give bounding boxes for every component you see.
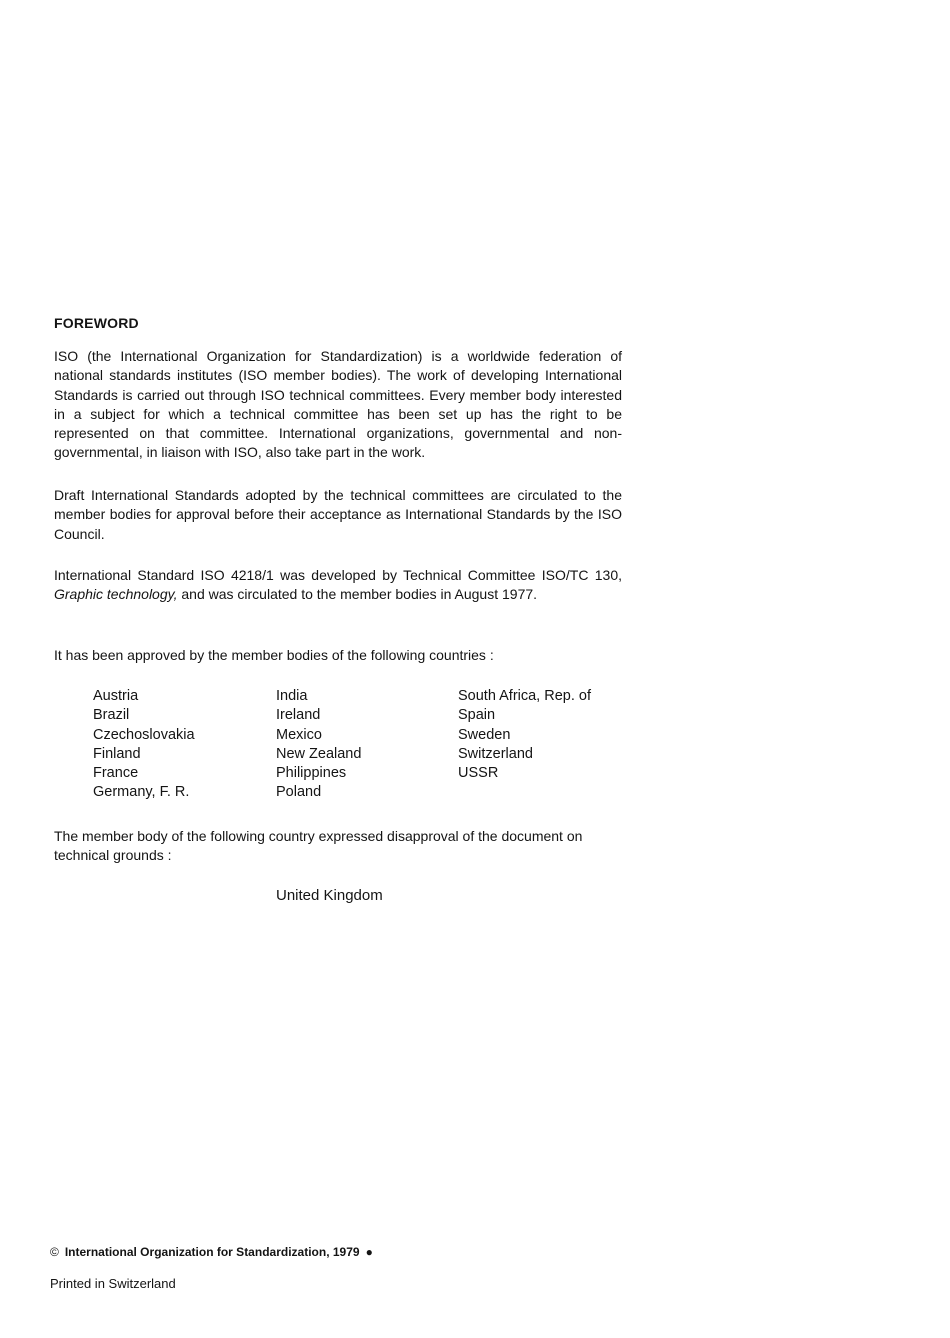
country-item: France xyxy=(93,765,139,782)
country-item: Spain xyxy=(458,707,496,724)
foreword-heading: FOREWORD xyxy=(54,315,139,331)
foreword-paragraph-development xyxy=(54,566,622,605)
country-item: USSR xyxy=(458,765,499,782)
country-item: Germany, F. R. xyxy=(93,784,190,801)
foreword-paragraph-draft-standards: Draft International Standards adopted by the technical committees are circulated to the member bodies for approval before their acceptance as International Standards by the ISO Council. xyxy=(54,487,622,542)
country-item: Austria xyxy=(93,688,139,704)
country-item: Brazil xyxy=(93,707,130,724)
printed-in-line: Printed in Switzerland xyxy=(50,1276,176,1291)
country-item: New Zealand xyxy=(276,745,362,762)
country-item: Ireland xyxy=(276,707,321,724)
country-item: South Africa, Rep. of xyxy=(458,688,591,704)
country-item: Sweden xyxy=(458,726,511,743)
copyright-icon: © xyxy=(50,1245,59,1259)
foreword-paragraph-iso-intro: ISO (the International Organization for Standardization) is a worldwide federation of national standards institutes (ISO member bodies). The work of developing International Standards is carried out through ISO technical committees. Every member body interested in a subject for which a technical committee has been set up has the right to be represented on that committee. International organizations, governmental and non-governmental, in liaison with ISO, also take part in the work. xyxy=(54,348,622,461)
bullet-icon: ● xyxy=(365,1245,373,1259)
committee-title: Graphic technology, xyxy=(54,586,178,603)
foreword-paragraph-approval: It has been approved by the member bodies of the following countries : xyxy=(54,647,494,663)
countries-column-3 xyxy=(458,687,591,783)
foreword-paragraph-disapproval: The member body of the following country expressed disapproval of the document on technical grounds : xyxy=(54,828,583,864)
country-item: India xyxy=(276,688,308,704)
country-item: Switzerland xyxy=(458,745,533,762)
development-text-end: and was circulated to the member bodies in August 1977. xyxy=(177,586,538,603)
development-text-start: International Standard ISO 4218/1 was developed by Technical Committee ISO/TC 130, xyxy=(54,567,622,583)
country-item: Mexico xyxy=(276,726,322,743)
copyright-line xyxy=(50,1245,373,1259)
country-item: Poland xyxy=(276,784,322,801)
copyright-text: International Organization for Standardization, 1979 xyxy=(64,1245,360,1259)
countries-column-1 xyxy=(93,687,195,803)
countries-column-2 xyxy=(276,687,361,803)
country-item: Philippines xyxy=(276,765,347,782)
country-item: Czechoslovakia xyxy=(93,726,195,743)
country-item: Finland xyxy=(93,745,141,762)
disapproving-country: United Kingdom xyxy=(276,887,383,904)
